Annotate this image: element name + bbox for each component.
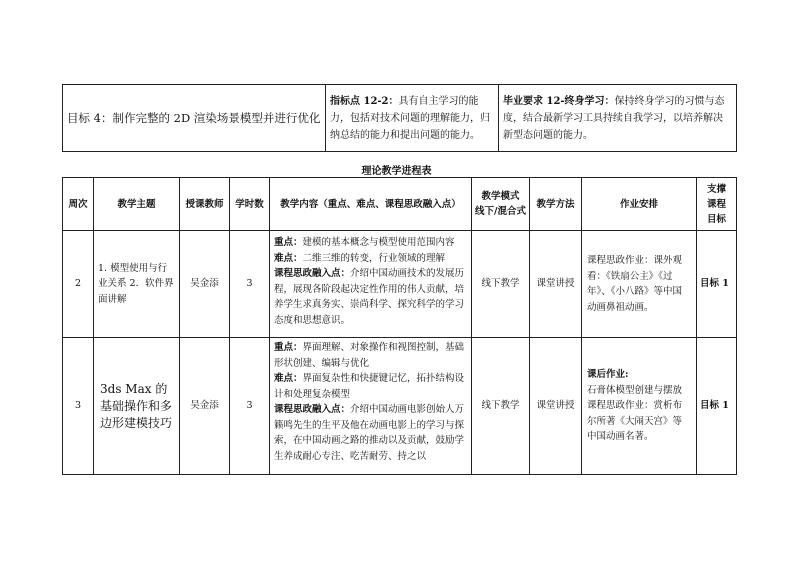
header-mode-line2: 线下/混合式 [475, 206, 526, 217]
mode-cell: 线下教学 [472, 338, 530, 475]
objectives-row [63, 85, 737, 152]
header-assignment: 作业安排 [582, 178, 697, 231]
schedule-title: 理论教学进程表 [361, 166, 432, 177]
ideology-text: 介绍中国动画电影创始人万籁鸣先生的生平及他在动画电影上的学习与探索，在中国动画之路的推动以及贡献，鼓励学生养成耐心专注、吃苦耐劳、持之以 [274, 404, 465, 462]
key-text: 建模的基本概念与模型使用范围内容 [302, 237, 455, 248]
ideology-text: 介绍中国动画技术的发展历程，展现各阶段起决定性作用的伟人贡献，培养学生求真务实、崇尚科学、探究科学的学习态度和思想意识。 [274, 268, 465, 326]
difficulty-text: 界面复杂性和快捷键记忆，拓扑结构设计和处理复杂模型 [274, 373, 465, 400]
requirement-text: 保持终身学习的习惯与态度，结合最新学习工具持续自我学习，以培养解决新型态问题的能力。 [503, 95, 725, 141]
assignment-text: 课程思政作业：课外观看：《铁扇公主》《过年》、《小八路》等中国动画鼻祖动画。 [587, 255, 683, 313]
week-cell: 2 [63, 231, 94, 338]
difficulty-text: 二维三维的转变，行业领域的理解 [302, 252, 446, 264]
week-cell: 3 [63, 338, 94, 475]
header-teacher: 授课教师 [180, 178, 230, 231]
header-support-line2: 课程 [706, 198, 726, 210]
teacher-cell: 吴金添 [180, 231, 230, 338]
assignment-cell [582, 338, 697, 475]
assignment-text: 石膏体模型创建与摆放 课程思政作业：赏析布尔所著《大闹天宫》等中国动画名著。 [587, 384, 692, 443]
theme-cell: 3ds Max 的基础操作和多边形建模技巧 [94, 338, 180, 475]
key-label: 重点： [274, 237, 303, 248]
header-mode-line1: 教学模式 [481, 191, 520, 202]
difficulty-label: 难点： [274, 373, 303, 384]
header-content: 教学内容（重点、难点、课程思政融入点） [270, 178, 472, 231]
content-cell [270, 231, 472, 338]
ideology-label: 课程思政融入点： [274, 268, 351, 279]
method-cell: 课堂讲授 [530, 231, 582, 338]
method-cell: 课堂讲授 [530, 338, 582, 475]
hours-cell: 3 [230, 338, 270, 475]
key-text: 界面理解、对象操作和视图控制，基础形状创建、编辑与优化 [274, 342, 465, 369]
schedule-table [62, 177, 737, 475]
header-support [697, 178, 737, 231]
support-cell: 目标 1 [697, 338, 737, 475]
table-row [63, 338, 737, 475]
ideology-label: 课程思政融入点： [274, 404, 351, 415]
goal-cell: 目标 4：制作完整的 2D 渲染场景模型并进行优化 [63, 85, 326, 152]
objectives-table [62, 84, 737, 152]
table-row [63, 231, 737, 338]
theme-cell: 1. 模型使用与行业关系 2．软件界面讲解 [94, 231, 180, 338]
teacher-cell: 吴金添 [180, 338, 230, 475]
hours-cell: 3 [230, 231, 270, 338]
key-label: 重点： [274, 342, 303, 353]
indicator-label: 指标点 12-2： [330, 95, 399, 107]
header-week: 周次 [63, 178, 94, 231]
header-mode [472, 178, 530, 231]
assignment-cell [582, 231, 697, 338]
requirement-cell [499, 85, 737, 152]
indicator-text: 具有自主学习的能力，包括对技术问题的理解能力，归纳总结的能力和提出问题的能力。 [330, 95, 490, 141]
header-hours: 学时数 [230, 178, 270, 231]
header-method: 教学方法 [530, 178, 582, 231]
header-support-line1: 支撑 [706, 183, 726, 195]
requirement-label: 毕业要求 12-终身学习： [503, 95, 615, 107]
assignment-label: 课后作业: [587, 369, 629, 381]
support-cell: 目标 1 [697, 231, 737, 338]
content-cell [270, 338, 472, 475]
header-support-line3: 目标 [706, 213, 726, 225]
header-theme: 教学主题 [94, 178, 180, 231]
mode-cell: 线下教学 [472, 231, 530, 338]
header-row [63, 178, 737, 231]
difficulty-label: 难点： [274, 252, 303, 264]
indicator-cell [326, 85, 499, 152]
